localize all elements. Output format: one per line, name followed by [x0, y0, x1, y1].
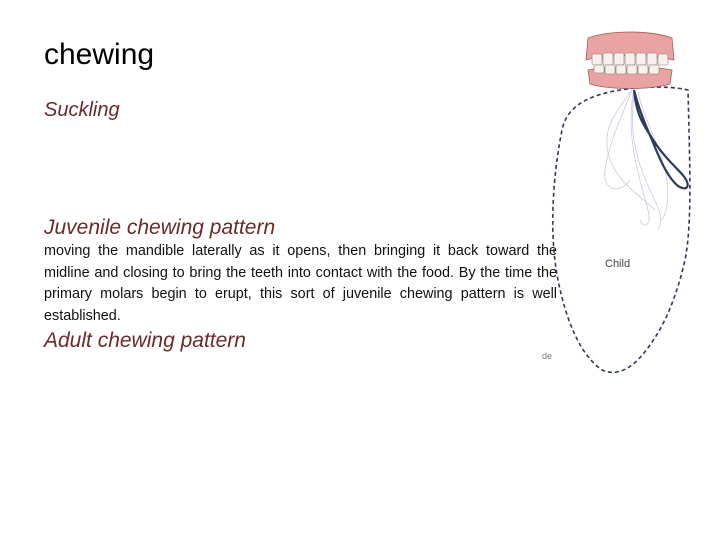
slide-title: chewing [44, 38, 155, 71]
heading-juvenile: Juvenile chewing pattern [44, 216, 276, 239]
teeth-illustration [586, 32, 674, 89]
heading-suckling: Suckling [44, 99, 120, 121]
juvenile-description: moving the mandible laterally as it opens, then bringing it back toward the midline and closing to bring the teeth into contact with the food. By the time the primary molars begin to erupt, this sort of juvenile chewing pattern is well established. [44, 243, 557, 324]
figure-label-child: Child [605, 258, 631, 270]
chewing-cycle-path [634, 90, 688, 188]
figure-label-fragment: de [542, 351, 553, 361]
chewing-pattern-figure [540, 20, 715, 380]
trace-lines [605, 90, 668, 230]
heading-adult: Adult chewing pattern [44, 329, 246, 352]
envelope-outline [553, 87, 690, 372]
